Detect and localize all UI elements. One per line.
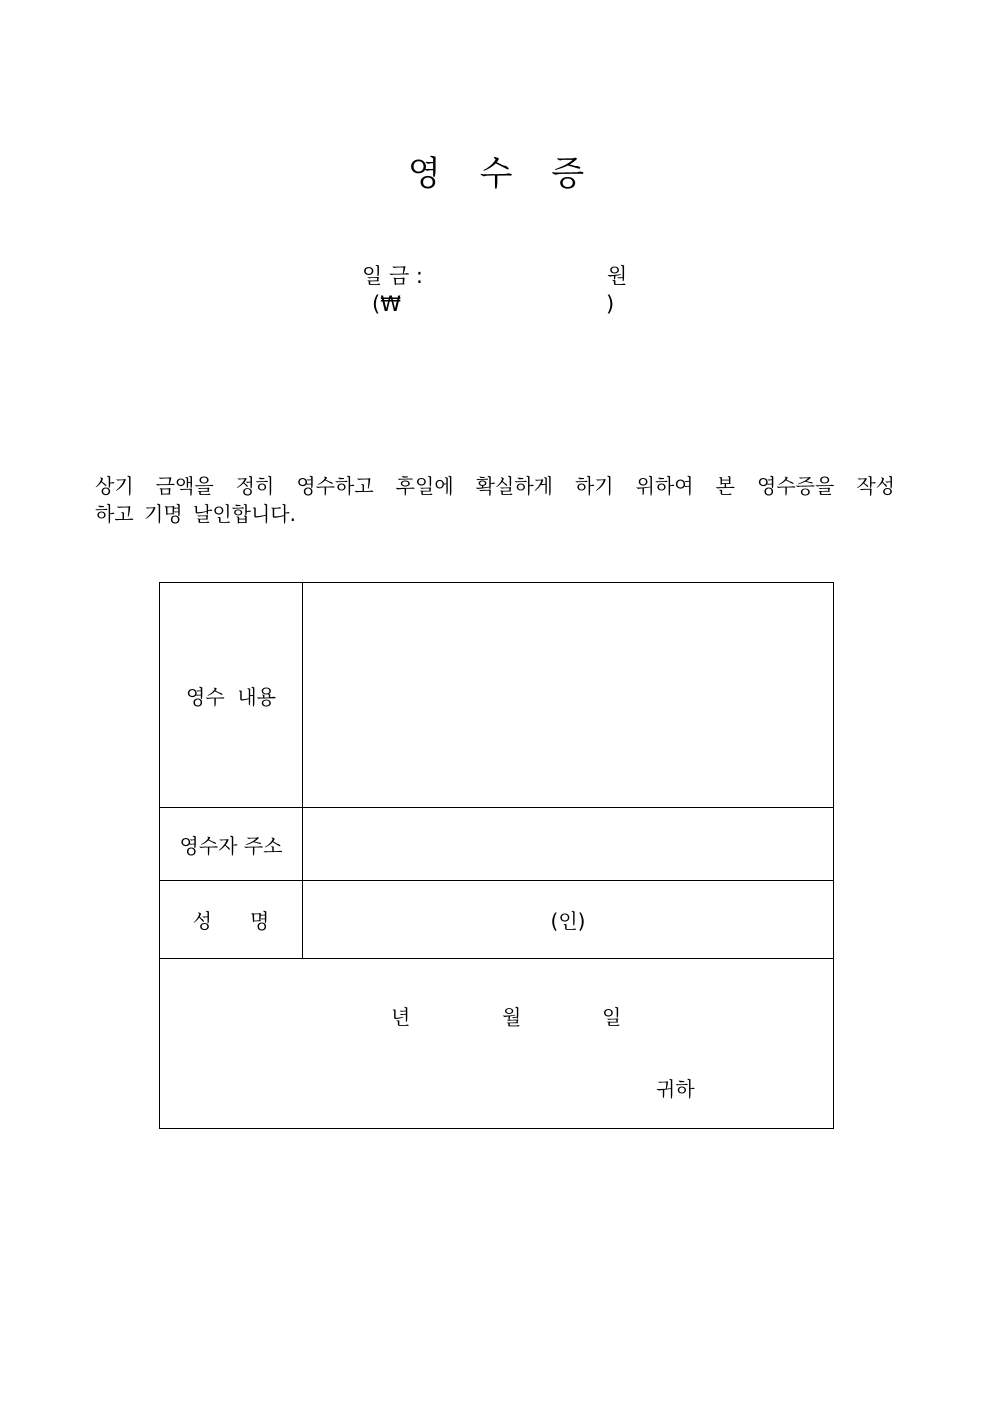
- content-label: [160, 583, 303, 808]
- seal-mark: (인): [550, 909, 586, 933]
- content-row: [160, 583, 834, 808]
- date-month: 월: [502, 1005, 522, 1029]
- statement-line-1: 상기 금액을 정히 영수하고 후일에 확실하게 하기 위하여 본 영수증을 작성: [95, 474, 895, 498]
- won-open-paren: (₩: [372, 292, 401, 316]
- statement-line-2: 하고 기명 날인합니다.: [95, 502, 296, 526]
- name-label-text: 성 명: [192, 909, 270, 933]
- content-value-cell: [303, 583, 834, 808]
- receipt-table: [159, 582, 834, 1129]
- recipient-honorific: 귀하: [656, 1077, 695, 1101]
- won-close-paren: ): [606, 292, 615, 316]
- name-label: [160, 881, 303, 959]
- address-row: [160, 808, 834, 881]
- address-value-cell: [303, 808, 834, 881]
- date-cell: [160, 959, 834, 1129]
- amount-label: 일 금 :: [362, 264, 423, 288]
- address-label: [160, 808, 303, 881]
- address-label-text: 영수자 주소: [179, 833, 283, 858]
- name-row: [160, 881, 834, 959]
- content-label-text: 영수 내용: [186, 684, 276, 709]
- document-title: 영 수 증: [407, 154, 599, 194]
- name-value-cell: [303, 881, 834, 959]
- date-row: [160, 959, 834, 1129]
- date-year: 년: [391, 1005, 411, 1029]
- amount-unit: 원: [607, 264, 628, 288]
- date-day: 일: [602, 1005, 622, 1029]
